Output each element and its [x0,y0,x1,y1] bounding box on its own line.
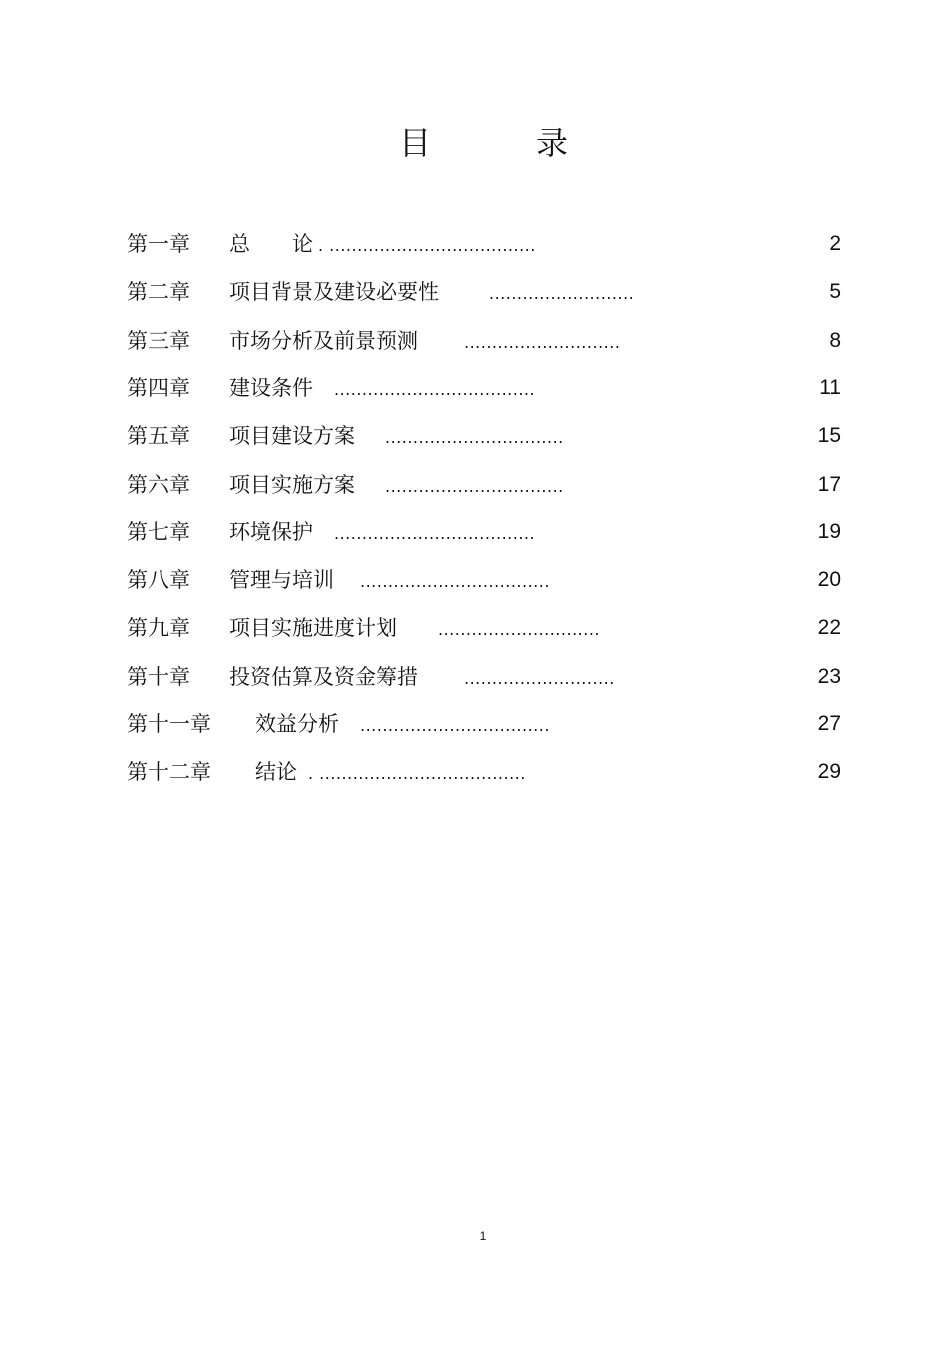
toc-chapter: 第九章 [127,616,190,640]
toc-title: 市场分析及前景预测 [229,329,418,353]
toc-chapter: 第三章 [127,329,190,353]
toc-leader-dots: ............................ [464,333,621,352]
toc-page-number: 19 [817,520,841,543]
toc-entry[interactable] [0,508,950,556]
toc-page-number: 17 [817,473,841,496]
toc-chapter: 第十章 [127,665,190,689]
toc-page-number: 5 [829,280,841,303]
toc-entry[interactable] [0,748,950,796]
toc-entry[interactable] [0,653,950,701]
title-char-2: 录 [536,124,569,162]
toc-entry[interactable] [0,364,950,412]
toc-leader-dots: .................................... [334,380,536,399]
toc-entry[interactable] [0,700,950,748]
toc-leader-dots: ............................. [438,620,600,639]
toc-chapter: 第二章 [127,280,190,304]
toc-page-number: 2 [829,232,841,255]
toc-page-number: 29 [817,760,841,783]
toc-page-number: 11 [819,376,841,399]
toc-title: 项目建设方案 [229,424,355,448]
toc-title: 建设条件 [229,376,313,400]
toc-chapter: 第五章 [127,424,190,448]
toc-leader-dots: . ..................................... [308,764,526,783]
toc-entry[interactable] [0,220,950,268]
toc-leader-dots: ........................... [464,669,615,688]
toc-leader-dots: .......................... [489,284,635,303]
toc-leader-dots: .................................. [360,572,550,591]
toc-chapter: 第七章 [127,520,190,544]
toc-chapter: 第十二章 [127,760,211,784]
page-title [0,118,950,168]
toc-leader-dots: .................................... [334,524,536,543]
toc-title: 管理与培训 [229,568,334,592]
toc-chapter: 第一章 [127,232,190,256]
toc-title: 总 论 [229,232,313,256]
toc-title: 效益分析 [255,712,339,736]
toc-page-number: 22 [817,616,841,639]
toc-entry[interactable] [0,268,950,316]
toc-page-number: 8 [829,329,841,352]
toc-title: 投资估算及资金筹措 [229,665,418,689]
title-char-1: 目 [399,124,432,162]
toc-page-number: 23 [817,665,841,688]
toc-chapter: 第十一章 [127,712,211,736]
toc-title: 项目实施进度计划 [229,616,397,640]
toc-entry[interactable] [0,604,950,652]
toc-title: 项目实施方案 [229,473,355,497]
toc-entry[interactable] [0,556,950,604]
toc-title: 环境保护 [229,520,313,544]
toc-entry[interactable] [0,412,950,460]
toc-leader-dots: ................................ [385,428,564,447]
toc-chapter: 第六章 [127,473,190,497]
toc-page-number: 27 [817,712,841,735]
toc-entry[interactable] [0,461,950,509]
page-footer [0,1226,950,1246]
toc-leader-dots: ................................ [385,477,564,496]
toc-leader-dots: . ..................................... [318,236,536,255]
toc-title: 结论 [255,760,297,784]
toc-page-number: 20 [817,568,841,591]
toc-leader-dots: .................................. [360,716,550,735]
toc-title: 项目背景及建设必要性 [229,280,439,304]
toc-page-number: 15 [817,424,841,447]
page-number: 1 [479,1229,487,1243]
toc-chapter: 第四章 [127,376,190,400]
toc-chapter: 第八章 [127,568,190,592]
toc-entry[interactable] [0,317,950,365]
